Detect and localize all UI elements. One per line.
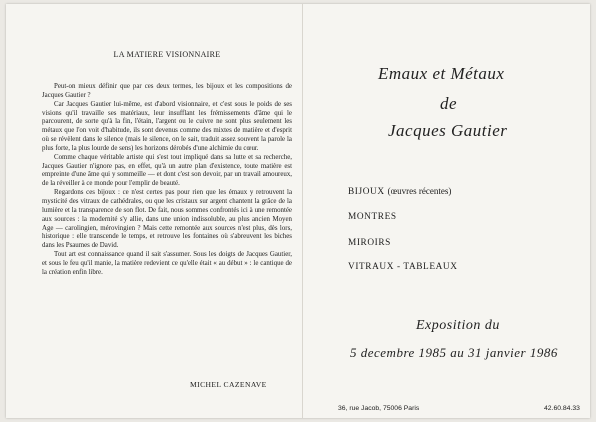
- invitation-card: [6, 4, 590, 418]
- essay-signature: MICHEL CAZENAVE: [190, 380, 267, 389]
- right-page: [302, 4, 590, 418]
- essay-heading: LA MATIERE VISIONNAIRE: [113, 50, 221, 59]
- list-item-montres: [348, 212, 397, 222]
- list-item-label: BIJOUX: [348, 187, 385, 197]
- list-item-note: (œuvres récentes): [387, 186, 452, 196]
- essay-paragraph-1: Peut-on mieux définir que par ces deux termes, les bijoux et les compositions de Jacques Gautier ?: [42, 83, 292, 99]
- essay-paragraph-3: Comme chaque véritable artiste qui s'est tout impliqué dans sa lutte et sa recherche, Jacques Gautier n'ignore pas, en effet, qu'à un autre plan d'existence, toute matière est empreinte d'une âme qui y sommeille — et dont c'est son devoir, par un travail amoureux, de la réveiller à ce monde pour l'emplir de beauté.: [42, 153, 292, 188]
- list-item-label: VITRAUX - TABLEAUX: [348, 262, 458, 272]
- essay-paragraph-4: Regardons ces bijoux : ce n'est certes pas pour rien que les émaux y retrouvent la mysticité des vitraux de cathédrales, ou que les cristaux sur argent chantent la grâce de la lumière et la transparence de son flot. De fait, nous sommes confrontés ici à une remontée aux sources : la modernité s'y allie, dans une union indissoluble, au plus ancien Moyen Age — carolingien, mérovingien ? Mais cette remontée aux sources n'est plus, dès lors, historique : elle transcende le temps, et retrouve les fontaines où s'abreuvent les biches dans les Psaumes de David.: [42, 189, 292, 250]
- left-page: [42, 50, 292, 278]
- title-line-3: Jacques Gautier: [388, 121, 508, 140]
- title-line-1: Emaux et Métaux: [378, 64, 505, 83]
- list-item-label: MIROIRS: [348, 238, 391, 248]
- list-item-vitraux: [348, 262, 458, 272]
- list-item-bijoux: [348, 186, 451, 197]
- list-item-label: MONTRES: [348, 212, 397, 222]
- gallery-address: 36, rue Jacob, 75006 Paris: [338, 405, 420, 412]
- essay-paragraph-2: Car Jacques Gautier lui-même, est d'abord visionnaire, et c'est sous le poids de ses visions qu'il travaille ses matériaux, leur insufflant les frémissements d'âme qui le parcourent, de sorte qu'à la fin, l'étain, l'argent ou le cuivre ne sont plus seulement les métaux que l'on voit d'habitude, ils sont devenus comme des mixtes de matière et d'esprit où se révèlent dans le silence (mais le silence, on le sait, traduit assez souvent la parole la plus forte, la plus lourde de sens) les horizons dérobés d'une alchimie du cœur.: [42, 100, 292, 152]
- exposition-label: Exposition du: [416, 318, 500, 333]
- exposition-dates: 5 decembre 1985 au 31 janvier 1986: [350, 345, 558, 360]
- title-line-2: de: [440, 94, 458, 113]
- list-item-miroirs: [348, 238, 391, 248]
- gallery-phone: 42.60.84.33: [544, 405, 580, 412]
- essay-paragraph-5: Tout art est connaissance quand il sait s'assumer. Sous les doigts de Jacques Gautier, et sous le feu qu'il manie, la matière redevient ce qu'elle était « au début » : le cantique de la création enfin libre.: [42, 251, 292, 276]
